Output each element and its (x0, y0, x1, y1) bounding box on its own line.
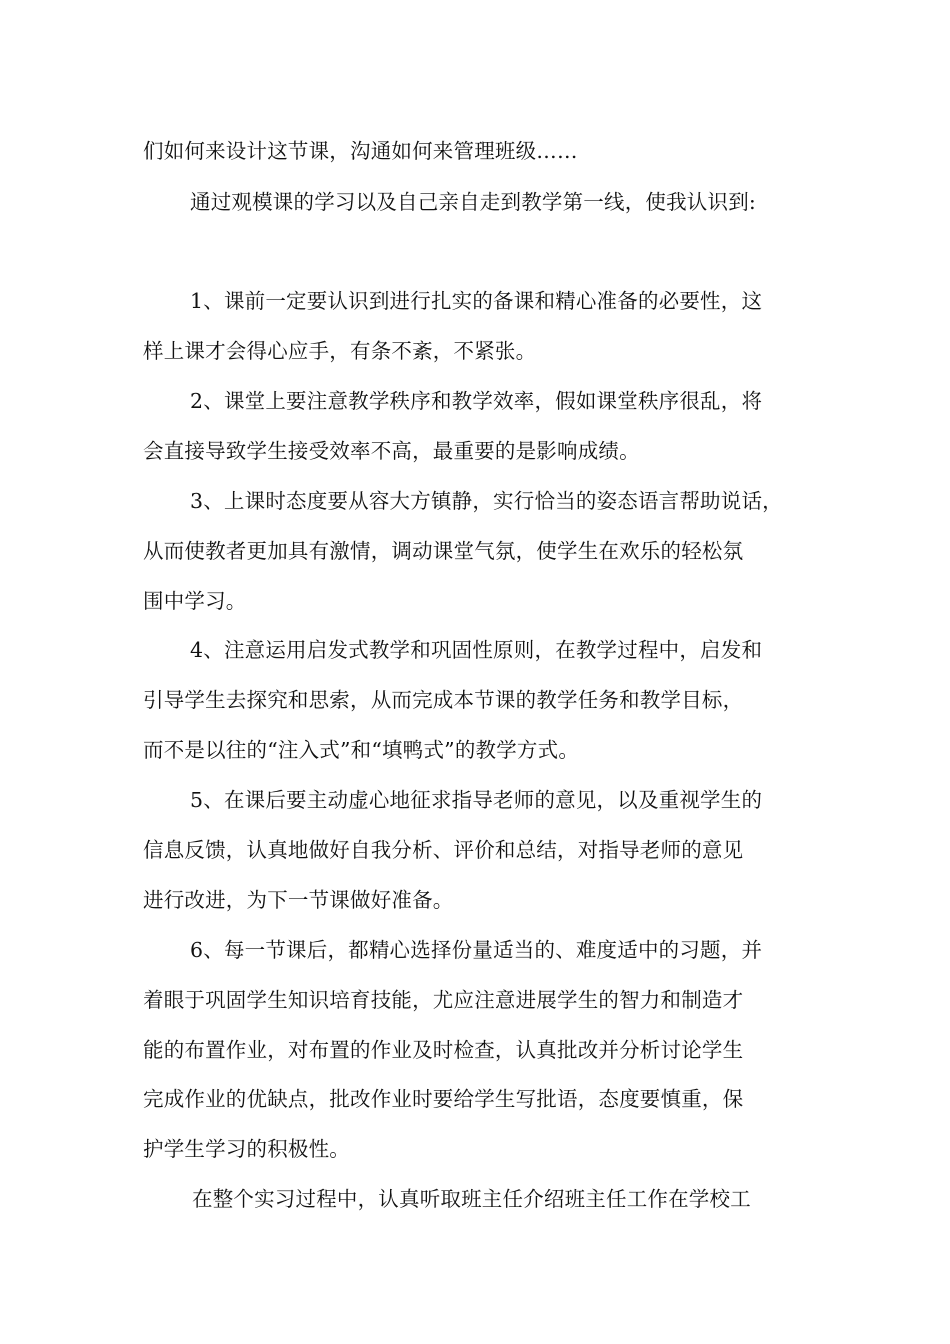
text-line-6: 会直接导致学生接受效率不高，最重要的是影响成绩。 (143, 439, 640, 463)
text-line-8: 从而使教者更加具有激情，调动课堂气氛，使学生在欢乐的轻松氛 (143, 539, 744, 563)
text-line-3: 1、课前一定要认识到进行扎实的备课和精心准备的必要性，这 (190, 289, 763, 313)
text-line-10: 4、注意运用启发式教学和巩固性原则，在教学过程中，启发和 (190, 638, 763, 662)
text-line-11: 引导学生去探究和思索，从而完成本节课的教学任务和教学目标， (143, 688, 744, 712)
text-line-15: 进行改进，为下一节课做好准备。 (143, 888, 454, 912)
text-line-4: 样上课才会得心应手，有条不紊，不紧张。 (143, 339, 537, 363)
text-line-21: 在整个实习过程中，认真听取班主任介绍班主任工作在学校工 (192, 1187, 751, 1211)
text-line-7: 3、上课时态度要从容大方镇静，实行恰当的姿态语言帮助说话， (190, 489, 783, 513)
text-line-18: 能的布置作业，对布置的作业及时检查，认真批改并分析讨论学生 (143, 1038, 744, 1062)
text-line-5: 2、课堂上要注意教学秩序和教学效率，假如课堂秩序很乱，将 (190, 389, 763, 413)
text-line-16: 6、每一节课后，都精心选择份量适当的、难度适中的习题，并 (190, 938, 763, 962)
text-line-17: 着眼于巩固学生知识培育技能，尤应注意进展学生的智力和制造才 (143, 988, 744, 1012)
text-line-19: 完成作业的优缺点，批改作业时要给学生写批语，态度要慎重，保 (143, 1087, 744, 1111)
text-line-20: 护学生学习的积极性。 (143, 1137, 350, 1161)
text-line-12: 而不是以往的“注入式”和“填鸭式”的教学方式。 (143, 738, 580, 762)
text-line-9: 围中学习。 (143, 589, 247, 613)
text-line-13: 5、在课后要主动虚心地征求指导老师的意见，以及重视学生的 (190, 788, 763, 812)
text-line-1: 们如何来设计这节课，沟通如何来管理班级…… (143, 139, 578, 163)
text-line-2: 通过观模课的学习以及自己亲自走到教学第一线，使我认识到: (190, 190, 757, 214)
text-line-14: 信息反馈，认真地做好自我分析、评价和总结，对指导老师的意见 (143, 838, 744, 862)
